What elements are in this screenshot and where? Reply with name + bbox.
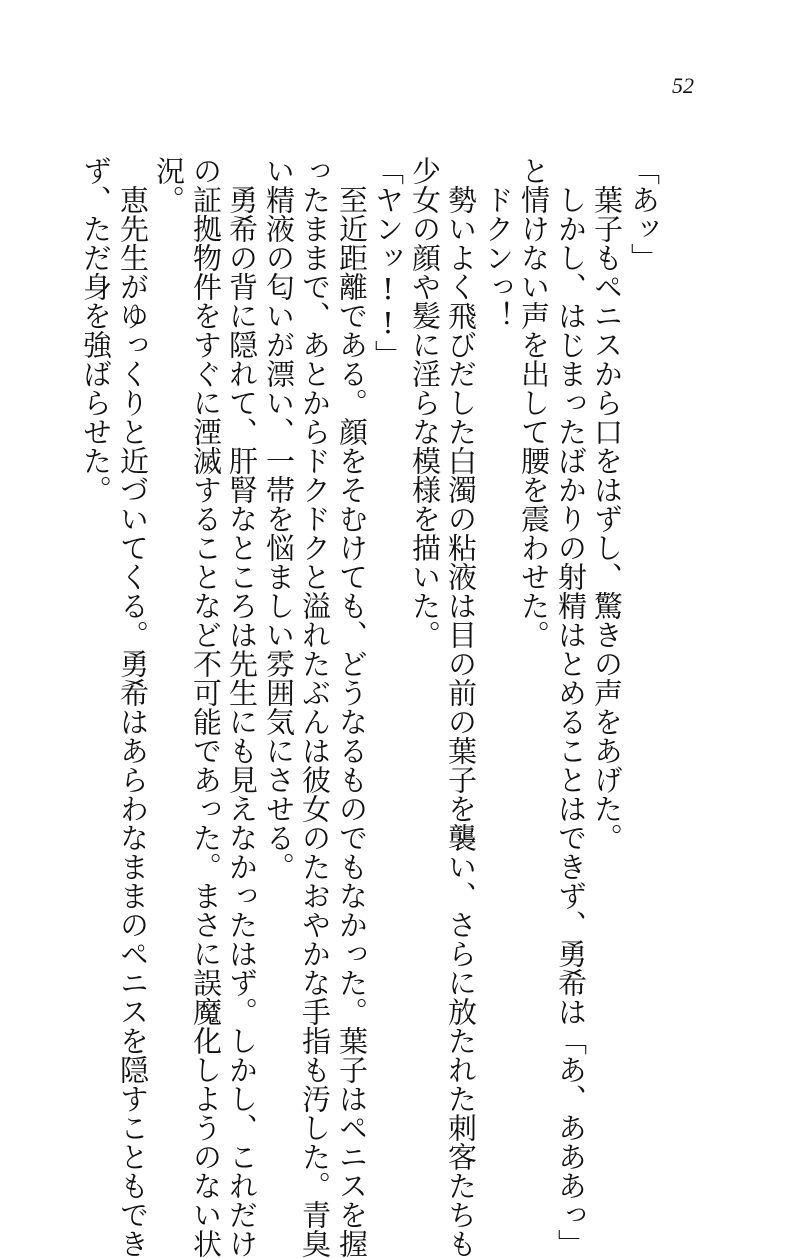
text-column: しかし、はじまったばかりの射精はとめることはできず、勇希は「あ、あああっ」 — [554, 156, 588, 1258]
text-column: 勢いよく飛びだした白濁の粘液は目の前の葉子を襲い、さらに放たれた刺客たちも — [444, 156, 478, 1258]
text-column: 至近距離である。顔をそむけても、どうなるものでもなかった。葉子はペニスを握 — [335, 156, 369, 1258]
text-column: ず、ただ身を強ばらせた。 — [79, 156, 113, 504]
text-column: 少女の顔や髪に淫らな模様を描いた。 — [408, 156, 442, 649]
text-column: ドクンっ！ — [481, 156, 515, 330]
text-column: 況。 — [152, 156, 186, 214]
text-column: い精液の匂いが漂い、一帯を悩ましい雰囲気にさせる。 — [262, 156, 296, 881]
page-number: 52 — [672, 73, 694, 98]
text-column: と情けない声を出して腰を震わせた。 — [517, 156, 551, 649]
text-column: 恵先生がゆっくりと近づいてくる。勇希はあらわなままのペニスを隠すこともでき — [116, 156, 150, 1258]
text-column: ったままで、あとからドクドクと溢れたぶんは彼女のたおやかな手指も汚した。青臭 — [298, 156, 332, 1258]
text-column: 「あッ」 — [627, 156, 661, 272]
text-column: 葉子もペニスから口をはずし、驚きの声をあげた。 — [590, 156, 624, 852]
text-column: の証拠物件をすぐに湮滅することなど不可能であった。まさに誤魔化しようのない状 — [189, 156, 223, 1258]
text-column: 勇希の背に隠れて、肝腎なところは先生にも見えなかったはず。しかし、これだけ — [225, 156, 259, 1258]
text-column: 「ヤンッ!!」 — [371, 156, 405, 369]
